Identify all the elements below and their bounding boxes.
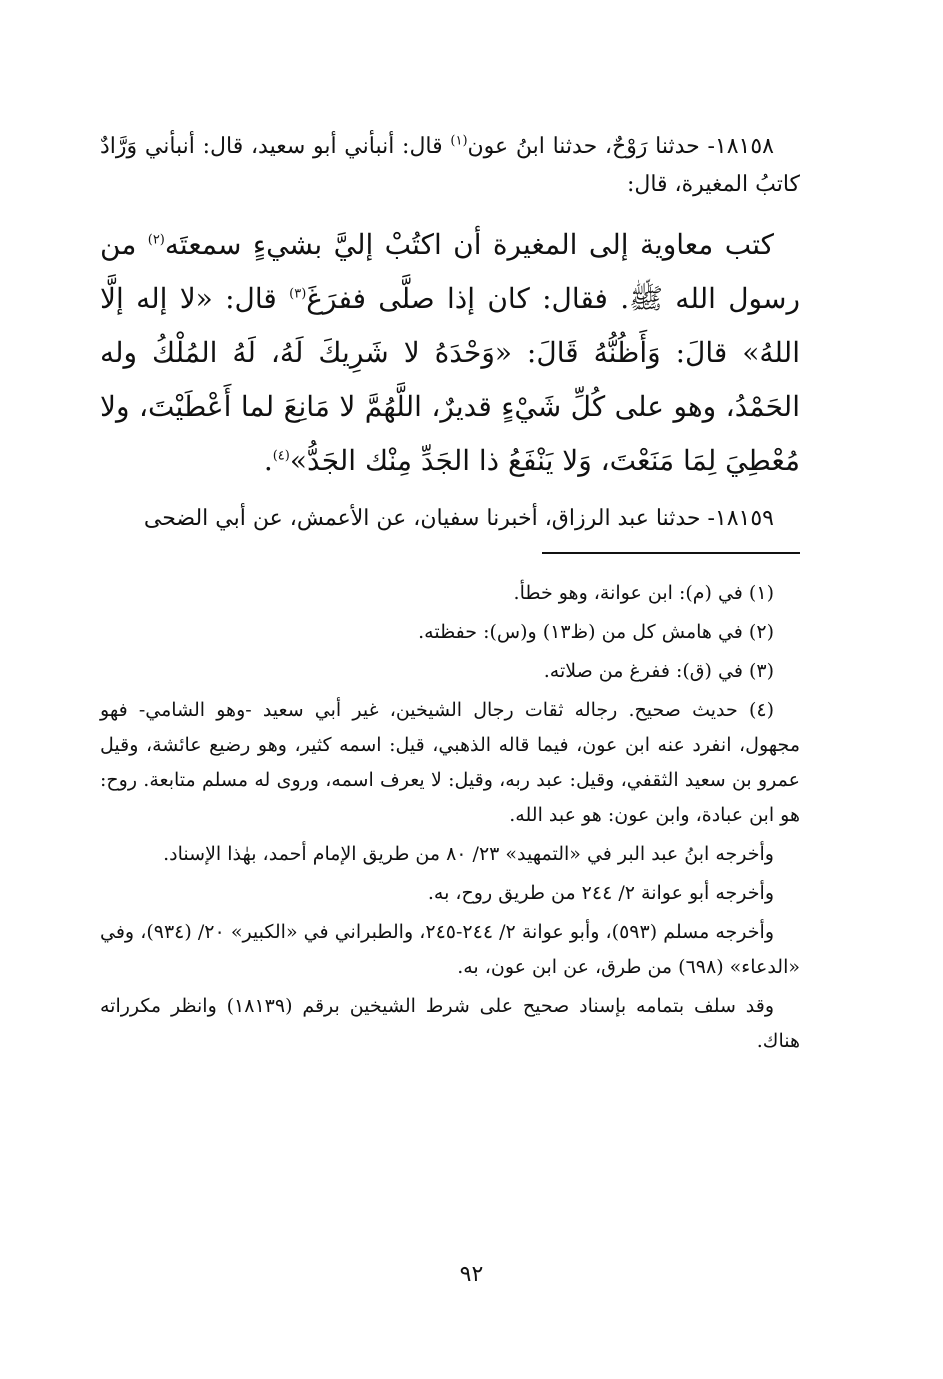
footnote-ref-3: (٣) <box>289 286 307 302</box>
footnote-4-takhrij-2: وأخرجه أبو عوانة ٢/ ٢٤٤ من طريق روح، به. <box>427 882 774 904</box>
footnote-4-takhrij-3: وأخرجه مسلم (٥٩٣)، وأبو عوانة ٢/ ٢٤٤-٢٤٥، والطبراني في «الكبير» ٢٠/ (٩٣٤)، وفي «الدعاء» (٦٩٨) من طرق، عن ابن عون، به. <box>100 921 800 978</box>
footnote-2: (٢) في هامش كل من (ظ١٣) و(س): حفظته. <box>418 621 774 643</box>
hadith-18158-chain <box>100 128 800 204</box>
hadith-18158-matn <box>100 218 800 488</box>
hadith-matn-text: كتب معاوية إلى المغيرة أن اكتُبْ إليَّ بشيءٍ سمعتَه <box>164 228 774 261</box>
footnote-divider <box>542 552 800 554</box>
hadith-18159-chain: ١٨١٥٩- حدثنا عبد الرزاق، أخبرنا سفيان، عن الأعمش، عن أبي الضحى <box>143 506 774 531</box>
footnote-4-takhrij-1: وأخرجه ابنُ عبد البر في «التمهيد» ٢٣/ ٨٠ من طريق الإمام أحمد، بهٰذا الإسناد. <box>163 843 774 865</box>
footnote-3: (٣) في (ق): ففرغ من صلاته. <box>543 660 774 682</box>
footnote-1: (١) في (م): ابن عوانة، وهو خطأ. <box>513 582 774 604</box>
footnote-ref-1: (١) <box>450 133 468 149</box>
footnote-4-takhrij-4: وقد سلف بتمامه بإسناد صحيح على شرط الشيخين برقم (١٨١٣٩) وانظر مكرراته هناك. <box>100 995 800 1052</box>
page-body <box>100 128 800 1063</box>
footnote-4: (٤) حديث صحيح. رجاله ثقات رجال الشيخين، غير أبي سعيد -وهو الشامي- فهو مجهول، انفرد عنه ابن عون، فيما قاله الذهبي، قيل: اسمه كثير، وهو رضيع عائشة، وقيل عمرو بن سعيد الثقفي، وقيل: عبد ربه، وقيل: لا يعرف اسمه، وروى له مسلم متابعة. روح: هو ابن عبادة، وابن عون: هو عبد الله. <box>100 699 800 826</box>
page-number: ٩٢ <box>459 1262 484 1287</box>
footnote-ref-2: (٢) <box>147 232 165 248</box>
hadith-matn-text: من رسول الله ﷺ. فقال: كان إذا صلَّى ففرَغَ <box>100 228 801 315</box>
hadith-chain-text: قال: أنبأني أبو سعيد، قال: أنبأني وَرَّادٌ كاتبُ المغيرة، قال: <box>100 134 800 197</box>
footnote-divider-wrap <box>100 552 800 554</box>
hadith-chain-text: ١٨١٥٨- حدثنا رَوْحٌ، حدثنا ابنُ عون <box>467 134 774 159</box>
footnotes <box>100 576 800 1059</box>
hadith-matn-text: قال: «لا إله إلَّا اللهُ» قالَ: وَأَظُنُّهُ قَالَ: «وَحْدَهُ لا شَرِيكَ لَهُ، لَهُ المُلْكُ وله الحَمْدُ، وهو على كُلِّ شَيْءٍ قديرٌ، اللَّهُمَّ لا مَانِعَ لما أَعْطَيْتَ، ولا مُعْطِيَ لِمَا مَنَعْتَ، وَلا يَنْفَعُ ذا الجَدِّ مِنْك الجَدُّ» <box>100 282 800 477</box>
hadith-matn-text: . <box>263 444 273 477</box>
footnote-ref-4: (٤) <box>272 448 290 464</box>
